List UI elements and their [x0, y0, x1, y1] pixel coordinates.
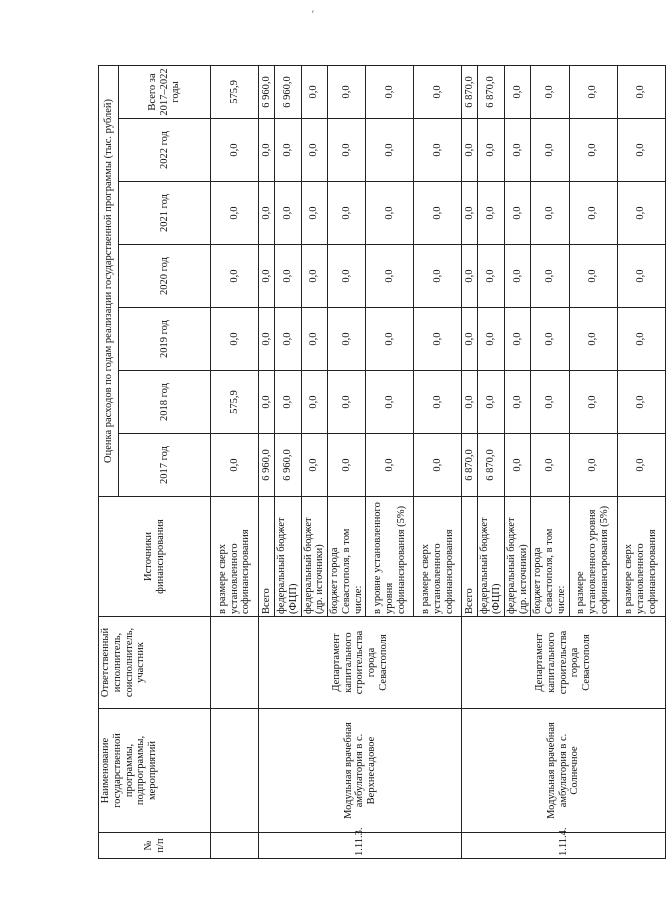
value-cell: 0,0 [275, 308, 302, 371]
header-name: Наименование государственной программы, подпрограммы, мероприятий [99, 709, 211, 833]
value-cell: 0,0 [569, 119, 617, 182]
value-cell: 0,0 [462, 119, 478, 182]
table-row [462, 65, 478, 858]
value-cell: 0,0 [504, 182, 531, 245]
value-cell: 0,0 [617, 119, 665, 182]
value-cell: 0,0 [504, 308, 531, 371]
value-cell: 0,0 [617, 308, 665, 371]
value-cell: 0,0 [414, 119, 462, 182]
row-name: Модульная врачебная амбулатория в с. Солнечное [462, 709, 665, 833]
value-cell: 0,0 [328, 434, 366, 497]
value-cell: 0,0 [301, 119, 328, 182]
value-cell: 0,0 [211, 434, 259, 497]
value-cell: 0,0 [211, 308, 259, 371]
value-cell: 0,0 [366, 434, 414, 497]
value-cell: 0,0 [366, 245, 414, 308]
source-cell: федеральный бюджет (ФЦП) [478, 497, 505, 617]
source-cell: бюджет города Севастополя, в том числе: [531, 497, 569, 617]
value-cell: 0,0 [462, 182, 478, 245]
header-responsible: Ответственный исполнитель, соисполнитель, участник [99, 617, 211, 709]
header-row-1 [99, 65, 119, 858]
header-year: 2017 год [119, 434, 211, 497]
value-cell: 6 960,0 [275, 434, 302, 497]
header-num: № п/п [99, 833, 211, 859]
value-cell: 0,0 [617, 182, 665, 245]
value-cell-total: 0,0 [569, 65, 617, 118]
value-cell: 0,0 [301, 371, 328, 434]
value-cell-total: 6 870,0 [462, 65, 478, 118]
value-cell: 0,0 [211, 245, 259, 308]
value-cell: 0,0 [569, 371, 617, 434]
value-cell: 0,0 [531, 434, 569, 497]
table-body [99, 65, 666, 858]
value-cell: 0,0 [366, 371, 414, 434]
value-cell: 6 870,0 [478, 434, 505, 497]
value-cell: 0,0 [504, 371, 531, 434]
value-cell: 0,0 [366, 308, 414, 371]
value-cell: 0,0 [569, 245, 617, 308]
value-cell-total: 575,9 [211, 65, 259, 118]
value-cell: 0,0 [478, 182, 505, 245]
value-cell: 0,0 [366, 182, 414, 245]
value-cell: 0,0 [504, 245, 531, 308]
rotated-table-wrapper [98, 66, 658, 859]
source-cell: Всего [462, 497, 478, 617]
cont-resp [211, 617, 259, 709]
source-cell: федеральный бюджет (др. источники) [301, 497, 328, 617]
header-year: 2018 год [119, 371, 211, 434]
value-cell-total: 0,0 [531, 65, 569, 118]
value-cell: 0,0 [328, 371, 366, 434]
value-cell: 0,0 [462, 245, 478, 308]
header-year: 2021 год [119, 182, 211, 245]
header-year: 2019 год [119, 308, 211, 371]
header-year: 2022 год [119, 119, 211, 182]
value-cell-total: 6 870,0 [478, 65, 505, 118]
value-cell-total: 0,0 [414, 65, 462, 118]
value-cell: 0,0 [301, 245, 328, 308]
value-cell: 0,0 [328, 182, 366, 245]
value-cell: 0,0 [478, 245, 505, 308]
value-cell: 0,0 [414, 308, 462, 371]
value-cell: 0,0 [569, 182, 617, 245]
value-cell: 0,0 [569, 434, 617, 497]
value-cell: 0,0 [414, 182, 462, 245]
value-cell: 0,0 [462, 308, 478, 371]
value-cell-total: 6 960,0 [275, 65, 302, 118]
value-cell-total: 0,0 [328, 65, 366, 118]
header-year: 2020 год [119, 245, 211, 308]
table-row [211, 65, 259, 858]
cont-name [211, 709, 259, 833]
header-source: Источники финансирования [99, 497, 211, 617]
value-cell: 0,0 [569, 308, 617, 371]
value-cell: 0,0 [617, 245, 665, 308]
value-cell-total: 0,0 [366, 65, 414, 118]
source-cell: в размере сверх установленного софинансирования [617, 497, 665, 617]
value-cell: 0,0 [301, 434, 328, 497]
value-cell: 0,0 [275, 182, 302, 245]
value-cell: 6 960,0 [259, 434, 275, 497]
value-cell: 0,0 [275, 119, 302, 182]
source-cell: бюджет города Севастополя, в том числе: [328, 497, 366, 617]
value-cell: 0,0 [504, 434, 531, 497]
value-cell: 575,9 [211, 371, 259, 434]
budget-table [98, 65, 666, 859]
value-cell-total: 0,0 [617, 65, 665, 118]
value-cell: 0,0 [414, 371, 462, 434]
value-cell: 6 870,0 [462, 434, 478, 497]
source-cell: в уровне установленного уровня софинансирования (5%) [366, 497, 414, 617]
source-cell: в размере сверх установленного софинансирования [414, 497, 462, 617]
value-cell: 0,0 [211, 182, 259, 245]
value-cell: 0,0 [414, 245, 462, 308]
header-estimate: Оценка расходов по годам реализации государственной программы (тыс. рублей) [99, 65, 119, 496]
source-cell: в размере сверх установленного софинансирования [211, 497, 259, 617]
value-cell: 0,0 [617, 434, 665, 497]
value-cell: 0,0 [531, 119, 569, 182]
source-cell: Всего [259, 497, 275, 617]
value-cell: 0,0 [259, 308, 275, 371]
stray-mark: ′ [312, 9, 314, 19]
row-responsible: Департамент капитального строительства города Севастополя [259, 617, 462, 709]
value-cell-total: 0,0 [301, 65, 328, 118]
source-cell: в размере установленного уровня софинансирования (5%) [569, 497, 617, 617]
value-cell: 0,0 [259, 245, 275, 308]
value-cell: 0,0 [275, 371, 302, 434]
value-cell: 0,0 [531, 308, 569, 371]
row-number: 1.11.3. [259, 833, 462, 859]
value-cell: 0,0 [531, 182, 569, 245]
cont-num [211, 833, 259, 859]
value-cell: 0,0 [462, 371, 478, 434]
value-cell: 0,0 [328, 245, 366, 308]
value-cell: 0,0 [301, 308, 328, 371]
value-cell: 0,0 [211, 119, 259, 182]
header-year-total: Всего за 2017–2022 годы [119, 65, 211, 118]
row-responsible: Департамент капитального строительства города Севастополя [462, 617, 665, 709]
row-name: Модульная врачебная амбулатория в с. Верхнесадовое [259, 709, 462, 833]
value-cell: 0,0 [531, 245, 569, 308]
value-cell: 0,0 [328, 119, 366, 182]
table-row [259, 65, 275, 858]
value-cell: 0,0 [259, 371, 275, 434]
value-cell: 0,0 [414, 434, 462, 497]
value-cell: 0,0 [259, 119, 275, 182]
value-cell: 0,0 [259, 182, 275, 245]
value-cell: 0,0 [478, 119, 505, 182]
source-cell: федеральный бюджет (ФЦП) [275, 497, 302, 617]
row-number: 1.11.4. [462, 833, 665, 859]
value-cell: 0,0 [366, 119, 414, 182]
value-cell: 0,0 [301, 182, 328, 245]
value-cell: 0,0 [504, 119, 531, 182]
value-cell: 0,0 [478, 308, 505, 371]
value-cell: 0,0 [531, 371, 569, 434]
value-cell-total: 0,0 [504, 65, 531, 118]
value-cell: 0,0 [617, 371, 665, 434]
value-cell-total: 6 960,0 [259, 65, 275, 118]
source-cell: федеральный бюджет (др. источники) [504, 497, 531, 617]
value-cell: 0,0 [328, 308, 366, 371]
value-cell: 0,0 [478, 371, 505, 434]
value-cell: 0,0 [275, 245, 302, 308]
